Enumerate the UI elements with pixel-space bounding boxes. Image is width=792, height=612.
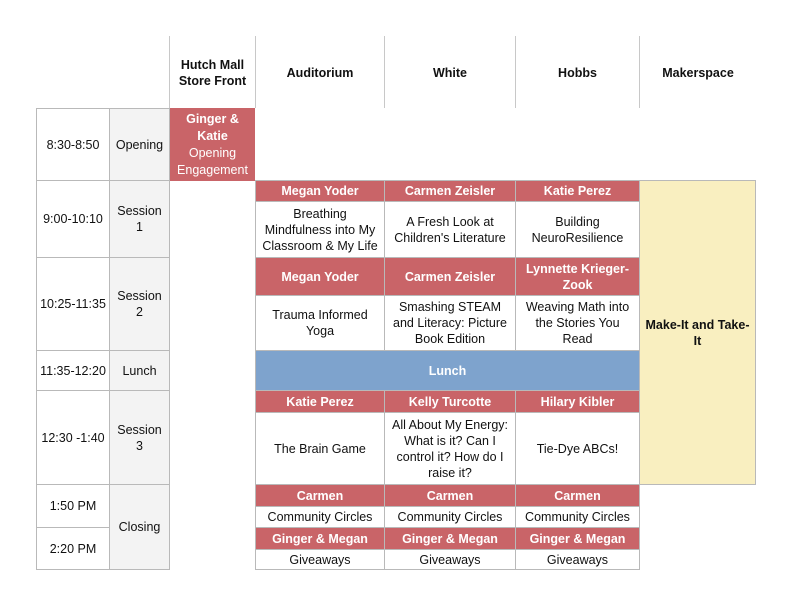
session-title-cell: Breathing Mindfulness into My Classroom & My Life [255,201,385,258]
time-cell: 12:30 -1:40 [36,390,110,485]
presenter-cell: Megan Yoder [255,180,385,202]
presenter-cell: Carmen Zeisler [384,257,516,296]
session-title-cell: Giveaways [384,549,516,570]
presenter-cell: Carmen [384,484,516,507]
time-cell: 11:35-12:20 [36,350,110,391]
session-title-cell: Community Circles [255,506,385,528]
presenter-cell: Ginger & Megan [384,527,516,550]
session-title-cell: A Fresh Look at Children's Literature [384,201,516,258]
session-label: Lunch [109,350,170,391]
presenter-cell: Megan Yoder [255,257,385,296]
session-label: Session 3 [109,390,170,485]
opening-title: Opening Engagement [177,145,248,177]
session-label: Session 2 [109,257,170,351]
presenter-cell: Hilary Kibler [515,390,640,413]
session-title-cell: Weaving Math into the Stories You Read [515,295,640,351]
column-header-makerspace: Makerspace [662,66,734,80]
session-label: Session 1 [109,180,170,258]
session-title-cell: Giveaways [255,549,385,570]
session-title-cell: Trauma Informed Yoga [255,295,385,351]
presenter-cell: Carmen Zeisler [384,180,516,202]
time-cell: 1:50 PM [36,484,110,528]
session-title-cell: The Brain Game [255,412,385,485]
column-header-hutch: Hutch Mall Store Front [178,58,247,88]
session-title-cell: All About My Energy: What is it? Can I control it? How do I raise it? [384,412,516,485]
time-cell: 2:20 PM [36,527,110,570]
session-title-cell: Building NeuroResilience [515,201,640,258]
session-title-cell: Community Circles [515,506,640,528]
presenter-cell: Kelly Turcotte [384,390,516,413]
column-header-white: White [432,66,468,80]
presenter-cell: Katie Perez [515,180,640,202]
column-border [169,180,170,570]
presenter-cell: Lynnette Krieger-Zook [515,257,640,296]
session-title-cell: Community Circles [384,506,516,528]
session-title-cell: Giveaways [515,549,640,570]
session-label: Closing [109,484,170,570]
presenter-cell: Katie Perez [255,390,385,413]
presenter-cell: Carmen [255,484,385,507]
session-title-cell: Tie-Dye ABCs! [515,412,640,485]
time-cell: 8:30-8:50 [36,108,110,181]
session-title-cell: Smashing STEAM and Literacy: Picture Book Edition [384,295,516,351]
opening-block [170,108,255,181]
time-cell: 9:00-10:10 [36,180,110,258]
time-cell: 10:25-11:35 [36,257,110,351]
presenter-cell: Ginger & Megan [255,527,385,550]
makerspace-block: Make-It and Take-It [639,180,756,485]
column-header-auditorium: Auditorium [286,66,354,80]
lunch-bar: Lunch [255,350,640,391]
presenter-cell: Carmen [515,484,640,507]
column-header-hobbs: Hobbs [558,66,597,80]
presenter-cell: Ginger & Megan [515,527,640,550]
session-label: Opening [109,108,170,181]
opening-presenter: Ginger & Katie [186,111,239,143]
